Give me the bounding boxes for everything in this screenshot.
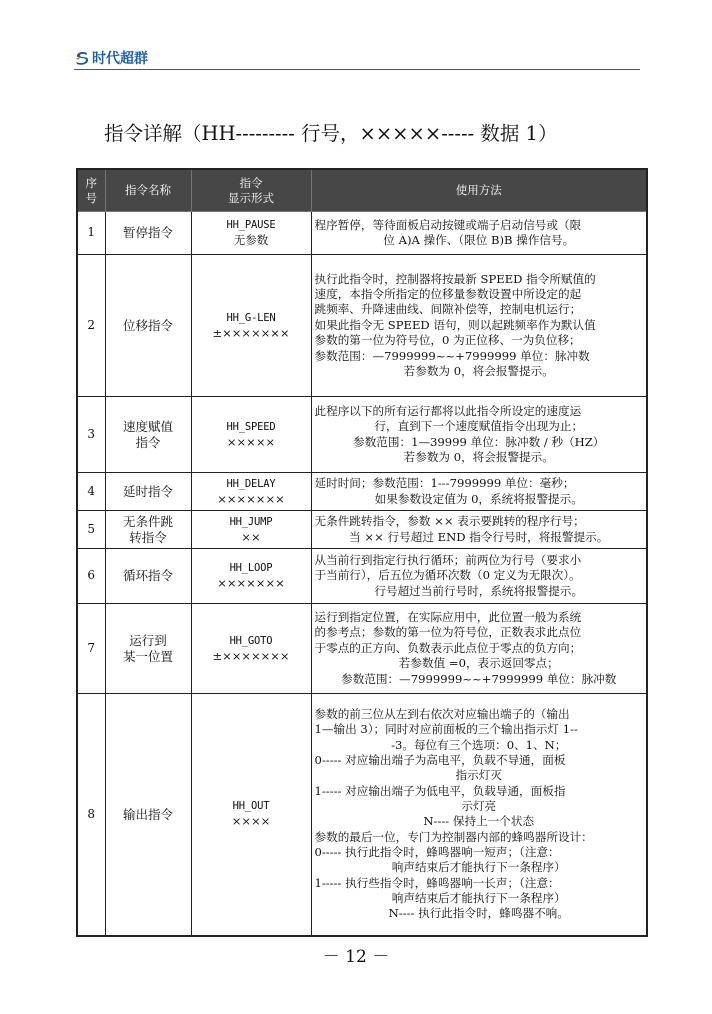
instruction-usage (311, 473, 647, 511)
instruction-code: HH_PAUSE (226, 219, 276, 231)
usage-line: -3。每位有三个选项：0、1、N； (391, 737, 567, 752)
instruction-code: HH_GOTO (229, 634, 273, 647)
usage-line: 参数范围：1—39999 单位：脉冲数 / 秒（HZ） (353, 434, 605, 449)
usage-line: 如果此指令无 SPEED 语句，则以起跳频率作为默认值 (314, 317, 596, 332)
instruction-display (191, 473, 311, 511)
usage-line: 延时时间；参数范围：1---7999999 单位：毫秒； (314, 476, 575, 491)
row-number: 5 (77, 511, 105, 549)
instruction-code: HH_DELAY (226, 477, 276, 490)
instruction-param: ××××××× (217, 576, 285, 590)
header-display-line: 指令 (239, 175, 263, 190)
instruction-param: ×× (241, 529, 261, 544)
row-number: 4 (77, 473, 105, 511)
header-display (191, 169, 311, 212)
instruction-name-line: 无条件跳 (122, 514, 173, 529)
usage-line: 行号超过当前行号时，系统将报警提示。 (374, 583, 584, 598)
instruction-usage (311, 212, 647, 255)
instruction-display (191, 549, 311, 604)
usage-line: 响声结束后才能执行下一条程序） (391, 860, 566, 875)
page-number: － 12 － (322, 947, 390, 967)
instruction-name-line: 速度赋值 (122, 419, 173, 434)
instruction-param: ××××××× (217, 491, 285, 506)
usage-line: 参数的最后一位，专门为控制器内部的蜂鸣器所设计： (314, 829, 593, 844)
header-name: 指令名称 (105, 169, 191, 212)
table-row (77, 549, 647, 604)
header-no (77, 169, 105, 212)
row-number: 7 (77, 604, 105, 694)
instruction-table (76, 168, 648, 937)
usage-line: 无条件跳转指令，参数 ×× 表示要跳转的程序行号； (314, 514, 585, 529)
instruction-display (191, 604, 311, 694)
usage-line: 1----- 对应输出端子为低电平，负载导通，面板指 (314, 783, 566, 798)
usage-line: 指示灯灭 (455, 768, 502, 783)
instruction-display (191, 212, 311, 255)
usage-line: 示灯亮 (461, 798, 497, 813)
usage-line: 于零点的正方向、负数表示此点位于零点的负方向； (314, 640, 582, 655)
usage-line: 位 A)A 操作、（限位 B)B 操作信号。 (383, 233, 575, 247)
usage-line: 跳频率、升降速曲线、间隙补偿等，控制电机运行； (314, 302, 582, 317)
instruction-name (105, 255, 191, 397)
instruction-name-line: 延时指令 (122, 483, 173, 499)
usage-line: 程序暂停，等待面板启动按键或端子启动信号或（限 (314, 217, 582, 232)
table-row (77, 511, 647, 549)
instruction-name (105, 212, 191, 255)
instruction-name-line: 输出指令 (122, 806, 173, 822)
instruction-code: HH_JUMP (229, 515, 273, 528)
instruction-usage (311, 549, 647, 604)
row-number: 8 (77, 694, 105, 936)
usage-line: 1—输出 3）；同时对应前面板的三个输出指示灯 1-- (314, 722, 578, 737)
usage-line: 行，直到下一个速度赋值指令出现为止； (374, 419, 584, 434)
usage-line: 的参考点；参数的第一位为符号位，正数表求此点位 (314, 625, 582, 640)
instruction-param: ×××× (231, 814, 271, 829)
instruction-name-line: 运行到 (129, 633, 167, 648)
table-row (77, 694, 647, 936)
instruction-param: ±××××××× (212, 325, 290, 340)
usage-line: 参数的前三位从左到右依次对应输出端子的（输出 (314, 706, 570, 721)
usage-line: 参数的第一位为符号位，0 为正位移、一为负位移； (314, 333, 581, 348)
instruction-code: HH_G-LEN (226, 311, 276, 324)
instruction-code: HH_OUT (232, 800, 270, 813)
usage-line: 从当前行到指定行执行循环；前两位为行号（要求小 (314, 552, 582, 567)
instruction-display (191, 397, 311, 473)
instruction-name (105, 694, 191, 936)
instruction-display (191, 694, 311, 936)
usage-line: 如果参数设定值为 0，系统将报警提示。 (374, 491, 583, 506)
instruction-name (105, 397, 191, 473)
instruction-name-line: 指令 (135, 434, 161, 450)
page-header (74, 44, 640, 70)
usage-line: 0----- 执行此指令时，蜂鸣器响一短声；（注意： (314, 844, 560, 859)
header-no-line: 序 (85, 175, 97, 190)
brand-logo (74, 50, 148, 66)
instruction-param: ××××× (226, 434, 276, 449)
instruction-code: HH_LOOP (229, 562, 273, 574)
instruction-usage (311, 397, 647, 473)
usage-line: 执行此指令时，控制器将按最新 SPEED 指令所赋值的 (314, 271, 596, 286)
usage-line: 1----- 执行些指令时，蜂鸣器响一长声；（注意： (314, 875, 560, 890)
usage-line: 若参数值 =0，表示返回零点； (398, 656, 559, 671)
instruction-usage (311, 694, 647, 936)
instruction-name-line: 位移指令 (122, 317, 173, 333)
header-display-line: 显示形式 (228, 190, 274, 205)
instruction-param: 无参数 (233, 233, 269, 247)
usage-line: 0----- 对应输出端子为高电平，负载不导通，面板 (314, 752, 566, 767)
row-number: 2 (77, 255, 105, 397)
row-number: 3 (77, 397, 105, 473)
instruction-name (105, 549, 191, 604)
row-number: 1 (77, 212, 105, 255)
instruction-name (105, 473, 191, 511)
instruction-usage (311, 604, 647, 694)
instruction-param: ±××××××× (212, 648, 290, 663)
brand-name: 时代超群 (92, 51, 148, 67)
instruction-name (105, 511, 191, 549)
header-usage: 使用方法 (311, 169, 647, 212)
instruction-display (191, 511, 311, 549)
instruction-display (191, 255, 311, 397)
s-swirl-logo-icon (74, 50, 90, 66)
table-row (77, 397, 647, 473)
table-row (77, 604, 647, 694)
usage-line: N---- 保持上一个状态 (423, 814, 535, 829)
header-no-line: 号 (85, 190, 97, 205)
usage-line: 运行到指定位置，在实际应用中，此位置一般为系统 (314, 610, 582, 625)
instruction-name-line: 循环指令 (122, 568, 173, 584)
instruction-name-line: 转指令 (129, 529, 167, 545)
table-row (77, 255, 647, 397)
usage-line: 此程序以下的所有运行都将以此指令所设定的速度运 (314, 403, 582, 418)
usage-line: N---- 执行此指令时，蜂鸣器不响。 (388, 906, 569, 921)
usage-line: 若参数为 0，将会报警提示。 (403, 449, 554, 464)
instruction-name-line: 暂停指令 (122, 225, 173, 241)
instruction-usage (311, 255, 647, 397)
instruction-name (105, 604, 191, 694)
header-divider (74, 69, 640, 70)
usage-line: 参数范围：—7999999~~+7999999 单位：脉冲数 (341, 671, 617, 686)
instruction-usage (311, 511, 647, 549)
table-row (77, 212, 647, 255)
instruction-code: HH_SPEED (226, 420, 276, 433)
usage-line: 若参数为 0，将会报警提示。 (403, 363, 554, 378)
usage-line: 参数范围：—7999999~~+7999999 单位：脉冲数 (314, 348, 590, 363)
table-body (77, 212, 647, 936)
table-header-row (77, 169, 647, 212)
usage-line: 于当前行），后五位为循环次数（0 定义为无限次）。 (314, 568, 581, 583)
table-row (77, 473, 647, 511)
usage-line: 响声结束后才能执行下一条程序） (391, 890, 566, 905)
row-number: 6 (77, 549, 105, 604)
instruction-name-line: 某一位置 (122, 648, 173, 664)
usage-line: 速度，本指令所指定的位移量参数设置中所设定的起 (314, 287, 582, 302)
section-title: 指令详解（HH--------- 行号，×××××----- 数据 1） (104, 122, 558, 145)
usage-line: 当 ×× 行号超过 END 指令行号时，将报警提示。 (349, 529, 609, 544)
